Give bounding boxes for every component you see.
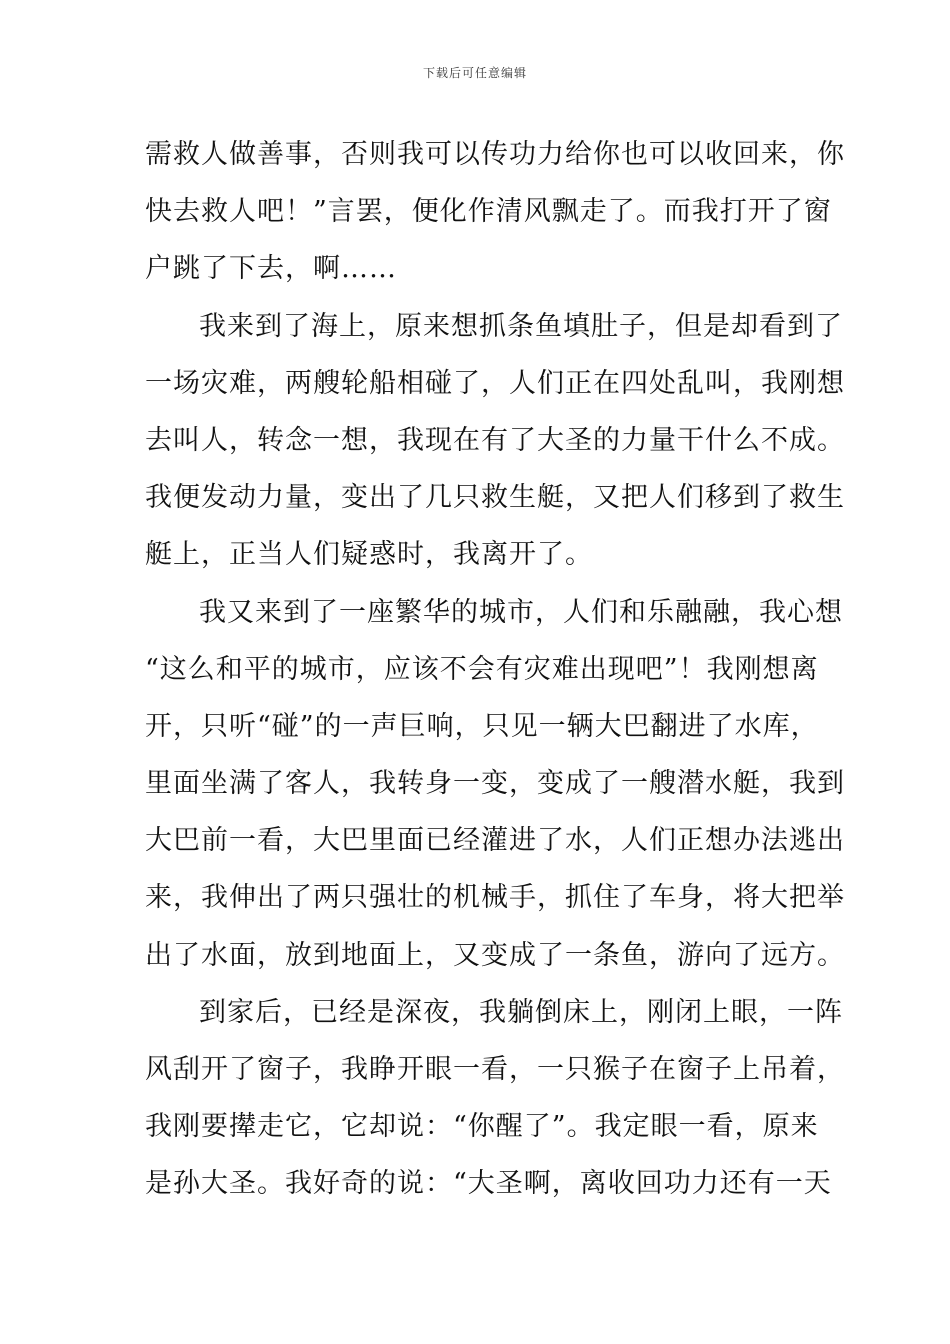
paragraph-first-line: 到家后，已经是深夜，我躺倒床上，刚闭上眼，一阵 xyxy=(199,996,843,1028)
text-line: 里面坐满了客人，我转身一变，变成了一艘潜水艇，我到 xyxy=(145,768,845,800)
text-line: 户跳了下去，啊…… xyxy=(145,253,397,285)
text-line: 快去救人吧！”言罢，便化作清风飘走了。而我打开了窗 xyxy=(145,196,832,228)
text-line: 出了水面，放到地面上，又变成了一条鱼，游向了远方。 xyxy=(145,939,845,971)
text-line: 是孙大圣。我好奇的说：“大圣啊，离收回功力还有一天 xyxy=(145,1168,832,1200)
text-line: 需救人做善事，否则我可以传功力给你也可以收回来，你 xyxy=(145,139,845,170)
text-line: 艇上，正当人们疑惑时，我离开了。 xyxy=(145,539,593,571)
text-line: 大巴前一看，大巴里面已经灌进了水，人们正想办法逃出 xyxy=(145,825,845,857)
text-line: 我便发动力量，变出了几只救生艇，又把人们移到了救生 xyxy=(145,482,845,514)
document-body xyxy=(145,126,845,1213)
text-line: 风刮开了窗子，我睁开眼一看，一只猴子在窗子上吊着， xyxy=(145,1054,845,1085)
text-line: 来，我伸出了两只强壮的机械手，抓住了车身，将大把举 xyxy=(145,882,845,914)
text-line: 开，只听“碰”的一声巨响，只见一辆大巴翻进了水库， xyxy=(145,710,819,742)
text-line: “这么和平的城市，应该不会有灾难出现吧”！我刚想离 xyxy=(145,653,819,685)
text-line: 去叫人，转念一想，我现在有了大圣的力量干什么不成。 xyxy=(145,424,845,456)
paragraph-first-line: 我来到了海上，原来想抓条鱼填肚子，但是却看到了 xyxy=(199,310,843,342)
paragraph-first-line: 我又来到了一座繁华的城市，人们和乐融融，我心想 xyxy=(199,596,843,628)
text-line: 一场灾难，两艘轮船相碰了，人们正在四处乱叫，我刚想 xyxy=(145,367,845,399)
page-header: 下载后可任意编辑 xyxy=(422,66,527,80)
text-line: 我刚要撵走它，它却说：“你醒了”。我定眼一看，原来 xyxy=(145,1111,819,1143)
